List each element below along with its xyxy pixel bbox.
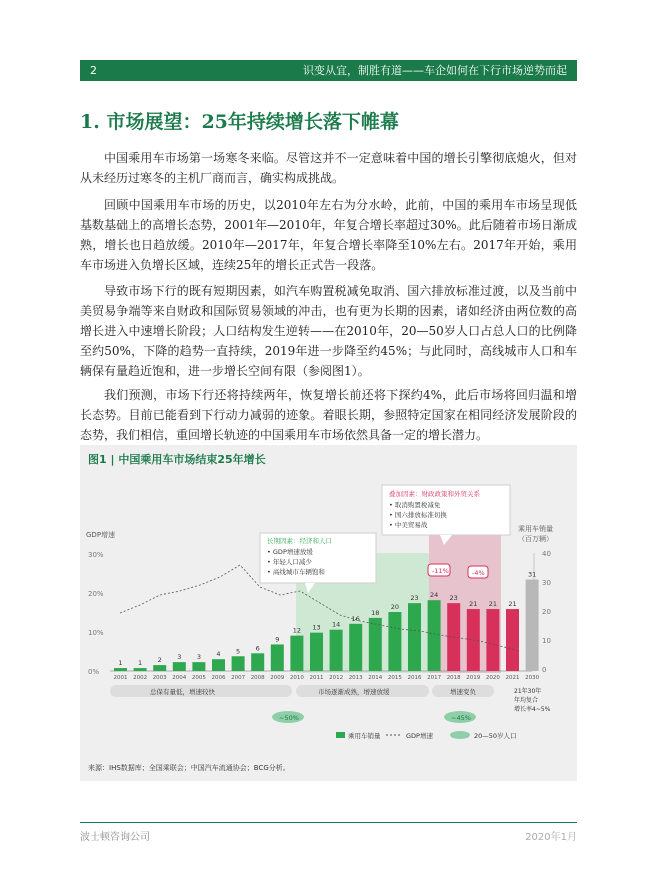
callout-long-item-2: • 年轻人口减少 <box>267 558 312 566</box>
bar-value-2009: 9 <box>275 635 280 644</box>
bar-value-2006: 4 <box>216 650 221 659</box>
x-tick-2009: 2009 <box>270 675 285 681</box>
bar-value-2020: 21 <box>488 600 498 609</box>
bar-2017 <box>428 600 441 671</box>
bar-value-2015: 20 <box>390 603 400 611</box>
x-tick-2002: 2002 <box>133 675 148 681</box>
bar-2020 <box>486 609 499 671</box>
callout-long-item-3: • 高线城市车辆饱和 <box>267 568 325 576</box>
page-number: 2 <box>90 64 97 77</box>
bar-value-2001: 1 <box>118 659 123 668</box>
bar-value-2030: 31 <box>527 570 537 579</box>
right-tick-30: 30 <box>542 579 551 587</box>
pct-label-1: -11% <box>432 567 449 575</box>
paragraph-1: 中国乘用车市场第一场寒冬来临。尽管这并不一定意味着中国的增长引擎彻底熄火，但对从未经历过寒冬的主机厂商而言，确实构成挑战。 <box>80 151 577 185</box>
figure-source: 来源：IHS数据库；全国乘联会；中国汽车流通协会；BCG分析。 <box>88 764 290 772</box>
x-tick-2021: 2021 <box>505 675 520 681</box>
right-axis-title-1: 乘用车销量 <box>518 525 553 533</box>
legend-pop-swatch <box>450 731 470 739</box>
x-tick-2019: 2019 <box>466 675 481 681</box>
x-tick-2015: 2015 <box>387 675 402 681</box>
bar-value-2011: 13 <box>312 623 321 632</box>
phase-1-label: 总保有量低，增速较快 <box>150 688 215 696</box>
right-tick-0: 0 <box>542 666 547 674</box>
paragraph-4: 我们预测，市场下行还将持续两年，恢复增长前还将下探约4%，此后市场将回归温和增长态势。目前已能看到下行动力减弱的迹象。着眼长期，参照特定国家在相同经济发展阶段的态势，我们相信，重回增长轨迹的中国乘用车市场依然具备一定的增长潜力。 <box>80 388 577 442</box>
bar-value-2013: 16 <box>351 614 360 623</box>
bar-2016 <box>408 603 421 671</box>
paragraph-2: 回顾中国乘用车市场的历史，以2010年左右为分水岭，此前，中国的乘用车市场呈现低基数基础上的高增长态势，2001年—2010年，年复合增长率超过30%。此后随着市场日渐成熟，增长也日趋放缓。2010年—2017年，年复合增长率降至10%左右。2017年开始，乘用车市场进入负增长区域，连续25年的增长正式告一段落。 <box>80 198 577 272</box>
bar-2009 <box>271 644 284 671</box>
x-tick-2020: 2020 <box>485 675 500 681</box>
left-axis-title: GDP增速 <box>86 531 116 539</box>
x-tick-2008: 2008 <box>250 675 265 681</box>
left-tick-20: 20% <box>88 590 104 598</box>
legend-pop: 20—50岁人口 <box>474 732 517 740</box>
footer-rule <box>80 822 577 823</box>
forecast-note-1: 21年30年 <box>514 688 542 695</box>
x-tick-2003: 2003 <box>152 675 167 681</box>
pct-label-2: -4% <box>472 569 485 577</box>
legend-line: GDP增速 <box>406 732 433 740</box>
callout-short-item-1: • 取消购置税减免 <box>389 501 441 509</box>
bar-value-2007: 5 <box>236 647 241 656</box>
x-tick-2006: 2006 <box>211 675 226 681</box>
bar-2012 <box>330 630 343 671</box>
left-tick-0: 0% <box>88 668 100 676</box>
bar-2013 <box>349 624 362 671</box>
bar-2001 <box>114 668 127 671</box>
x-tick-2013: 2013 <box>348 675 363 681</box>
bar-2011 <box>310 633 323 671</box>
bar-2010 <box>290 636 303 671</box>
bar-value-2018: 23 <box>449 594 458 603</box>
phase-3-label: 增速变负 <box>450 688 476 696</box>
header-title: 识变从宜，制胜有道——车企如何在下行市场逆势而起 <box>303 64 567 77</box>
bar-value-2012: 14 <box>331 620 341 629</box>
bar-2007 <box>232 656 245 671</box>
footer-date: 2020年1月 <box>525 832 577 843</box>
bar-value-2005: 3 <box>196 653 201 662</box>
right-tick-10: 10 <box>542 637 551 645</box>
callout-long-title: 长期因素：经济和人口 <box>267 537 332 545</box>
phase-2-label: 市场逐渐成熟，增速放缓 <box>318 688 390 696</box>
bar-2005 <box>192 662 205 671</box>
callout-short-item-2: • 国六排放标准切换 <box>389 511 447 519</box>
forecast-note-2: 年均复合 <box>514 697 539 704</box>
x-tick-2030: 2030 <box>525 675 540 681</box>
right-axis-title-2: （百万辆） <box>518 535 553 543</box>
x-tick-2004: 2004 <box>172 675 187 681</box>
x-tick-2001: 2001 <box>113 675 128 681</box>
x-tick-2018: 2018 <box>446 675 461 681</box>
bar-2004 <box>173 662 186 671</box>
bar-2030 <box>526 580 539 671</box>
bar-2008 <box>251 653 264 671</box>
bar-value-2019: 21 <box>469 600 478 609</box>
x-tick-2005: 2005 <box>191 675 206 681</box>
callout-long-item-1: • GDP增速放缓 <box>267 548 313 556</box>
callout-short-item-3: • 中美贸易战 <box>389 521 428 529</box>
right-tick-40: 40 <box>542 550 551 558</box>
bar-value-2016: 23 <box>410 594 419 603</box>
x-tick-2012: 2012 <box>329 675 344 681</box>
x-tick-2014: 2014 <box>368 675 383 681</box>
legend-bar-swatch <box>336 732 345 738</box>
x-tick-2017: 2017 <box>427 675 442 681</box>
bar-2002 <box>134 668 147 671</box>
legend-bars: 乘用车销量 <box>348 732 381 740</box>
bar-value-2004: 3 <box>177 653 182 662</box>
figure-1 <box>80 445 577 781</box>
bar-value-2021: 21 <box>508 600 517 609</box>
pop-label-1: ~50% <box>279 714 299 722</box>
bar-2014 <box>369 618 382 671</box>
forecast-note-3: 增长率4~5% <box>514 706 551 713</box>
right-tick-20: 20 <box>542 608 551 616</box>
bar-2015 <box>388 612 401 671</box>
bar-value-2008: 6 <box>255 644 260 653</box>
x-tick-2011: 2011 <box>309 675 324 681</box>
bar-value-2010: 12 <box>292 626 302 635</box>
figure-title: 图1 | 中国乘用车市场结束25年增长 <box>88 453 266 466</box>
x-tick-2007: 2007 <box>231 675 246 681</box>
header-bar <box>80 60 577 81</box>
bar-chart <box>80 445 577 781</box>
x-tick-2016: 2016 <box>407 675 422 681</box>
bar-value-2017: 24 <box>429 591 439 600</box>
pop-label-2: ~45% <box>451 714 471 722</box>
bar-2003 <box>153 665 166 671</box>
bar-2021 <box>506 609 519 671</box>
left-tick-10: 10% <box>88 629 104 637</box>
bar-value-2014: 18 <box>371 608 380 617</box>
bar-2006 <box>212 659 225 671</box>
bar-value-2003: 2 <box>157 656 162 665</box>
section-title: 1. 市场展望：25年持续增长落下帷幕 <box>80 111 399 133</box>
paragraph-3: 导致市场下行的既有短期因素，如汽车购置税减免取消、国六排放标准过渡，以及当前中美贸易争端等来自财政和国际贸易领域的冲击，也有更为长期的因素，诸如经济由两位数的高增长进入中速增长阶段；人口结构发生逆转——在2010年，20—50岁人口占总人口的比例降至约50%，下降的趋势一直持续，2019年进一步降至约45%；与此同时，高线城市人口和车辆保有量趋近饱和，进一步增长空间有限（参阅图1）。 <box>80 284 577 378</box>
footer-company: 波士顿咨询公司 <box>80 832 150 843</box>
left-tick-30: 30% <box>88 551 104 559</box>
bar-value-2002: 1 <box>138 659 143 668</box>
x-tick-2010: 2010 <box>289 675 304 681</box>
callout-short-title: 叠加因素：财政政策和外贸关系 <box>389 490 480 498</box>
